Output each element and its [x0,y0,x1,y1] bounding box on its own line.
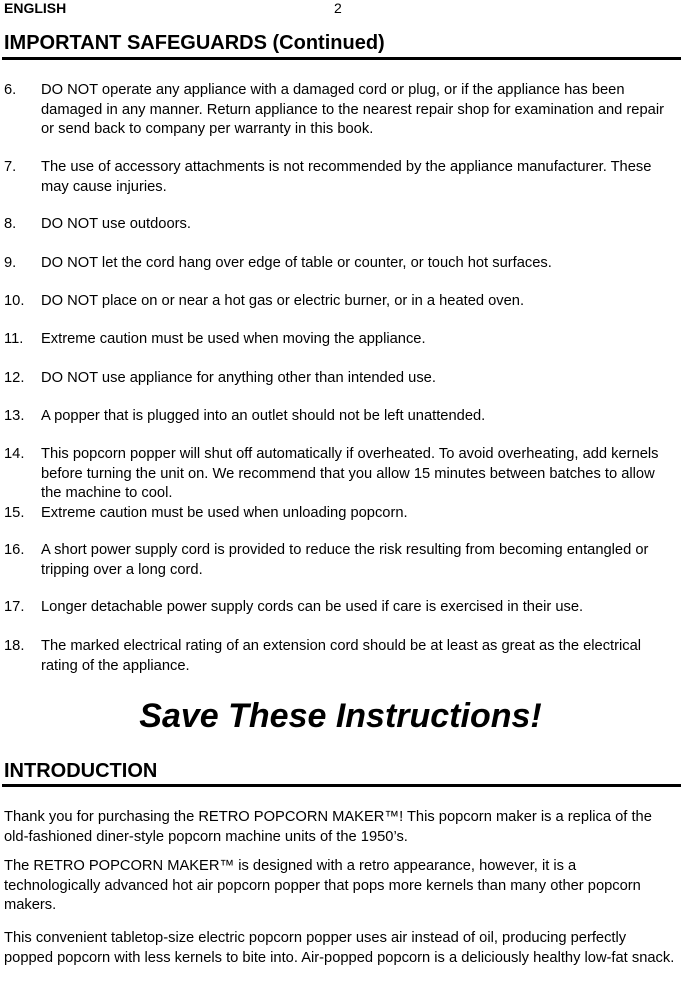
item-text: Longer detachable power supply cords can be used if care is exercised in their use. [41,599,584,615]
list-item [4,598,674,618]
page-number: 2 [334,0,342,16]
introduction-title: INTRODUCTION [4,760,158,782]
item-text: The use of accessory attachments is not recommended by the appliance manufacturer. These may cause injuries. [41,159,652,195]
item-number: 12. [4,370,25,386]
item-number: 15. [4,505,25,521]
list-item [4,158,674,197]
item-number: 9. [4,255,17,271]
list-item [4,504,674,524]
item-text: A short power supply cord is provided to reduce the risk resulting from becoming entangled or tripping over a long cord. [41,542,649,578]
item-number: 7. [4,159,17,175]
list-item [4,81,674,140]
intro-paragraph: Thank you for purchasing the RETRO POPCORN MAKER™! This popcorn maker is a replica of the old-fashioned diner-style popcorn machine units of the 1950’s. [4,809,652,845]
item-text: This popcorn popper will shut off automatically if overheated. To avoid overheating, add kernels before turning the unit on. We recommend that you allow 15 minutes between batches to allow the machine to cool. [41,446,659,501]
item-number: 18. [4,638,25,654]
item-number: 6. [4,82,17,98]
item-number: 14. [4,446,25,462]
list-item [4,254,674,274]
item-text: The marked electrical rating of an extension cord should be at least as great as the electrical rating of the appliance. [41,638,642,674]
save-instructions-heading: Save These Instructions! [139,697,542,735]
item-text: Extreme caution must be used when unloading popcorn. [41,505,408,521]
intro-paragraph: The RETRO POPCORN MAKER™ is designed with a retro appearance, however, it is a technologically advanced hot air popcorn popper that pops more kernels than many other popcorn makers. [4,858,641,913]
list-item [4,445,674,504]
item-number: 13. [4,408,25,424]
item-text: A popper that is plugged into an outlet should not be left unattended. [41,408,486,424]
header-language: ENGLISH [4,0,67,16]
item-number: 11. [4,331,24,347]
list-item [4,637,674,676]
item-text: DO NOT use appliance for anything other than intended use. [41,370,436,386]
list-item [4,407,674,427]
intro-paragraph: This convenient tabletop-size electric popcorn popper uses air instead of oil, producing perfectly popped popcorn with less kernels to bite into. Air-popped popcorn is a deliciously healthy low-fat snack. [4,930,675,966]
list-item [4,215,674,235]
item-number: 16. [4,542,25,558]
item-text: Extreme caution must be used when moving the appliance. [41,331,426,347]
list-item [4,292,674,312]
item-text: DO NOT let the cord hang over edge of table or counter, or touch hot surfaces. [41,255,552,271]
item-number: 17. [4,599,25,615]
item-text: DO NOT operate any appliance with a damaged cord or plug, or if the appliance has been damaged in any manner. Return appliance to the nearest repair shop for examination and repair or send back to company per warranty in this book. [41,82,664,137]
item-number: 8. [4,216,17,232]
item-text: DO NOT place on or near a hot gas or electric burner, or in a heated oven. [41,293,525,309]
safeguards-title: IMPORTANT SAFEGUARDS (Continued) [4,32,385,54]
list-item [4,369,674,389]
item-number: 10. [4,293,25,309]
list-item [4,330,674,350]
introduction-title-rule [2,784,681,787]
item-text: DO NOT use outdoors. [41,216,191,232]
safeguards-title-rule [2,57,681,60]
list-item [4,541,674,580]
